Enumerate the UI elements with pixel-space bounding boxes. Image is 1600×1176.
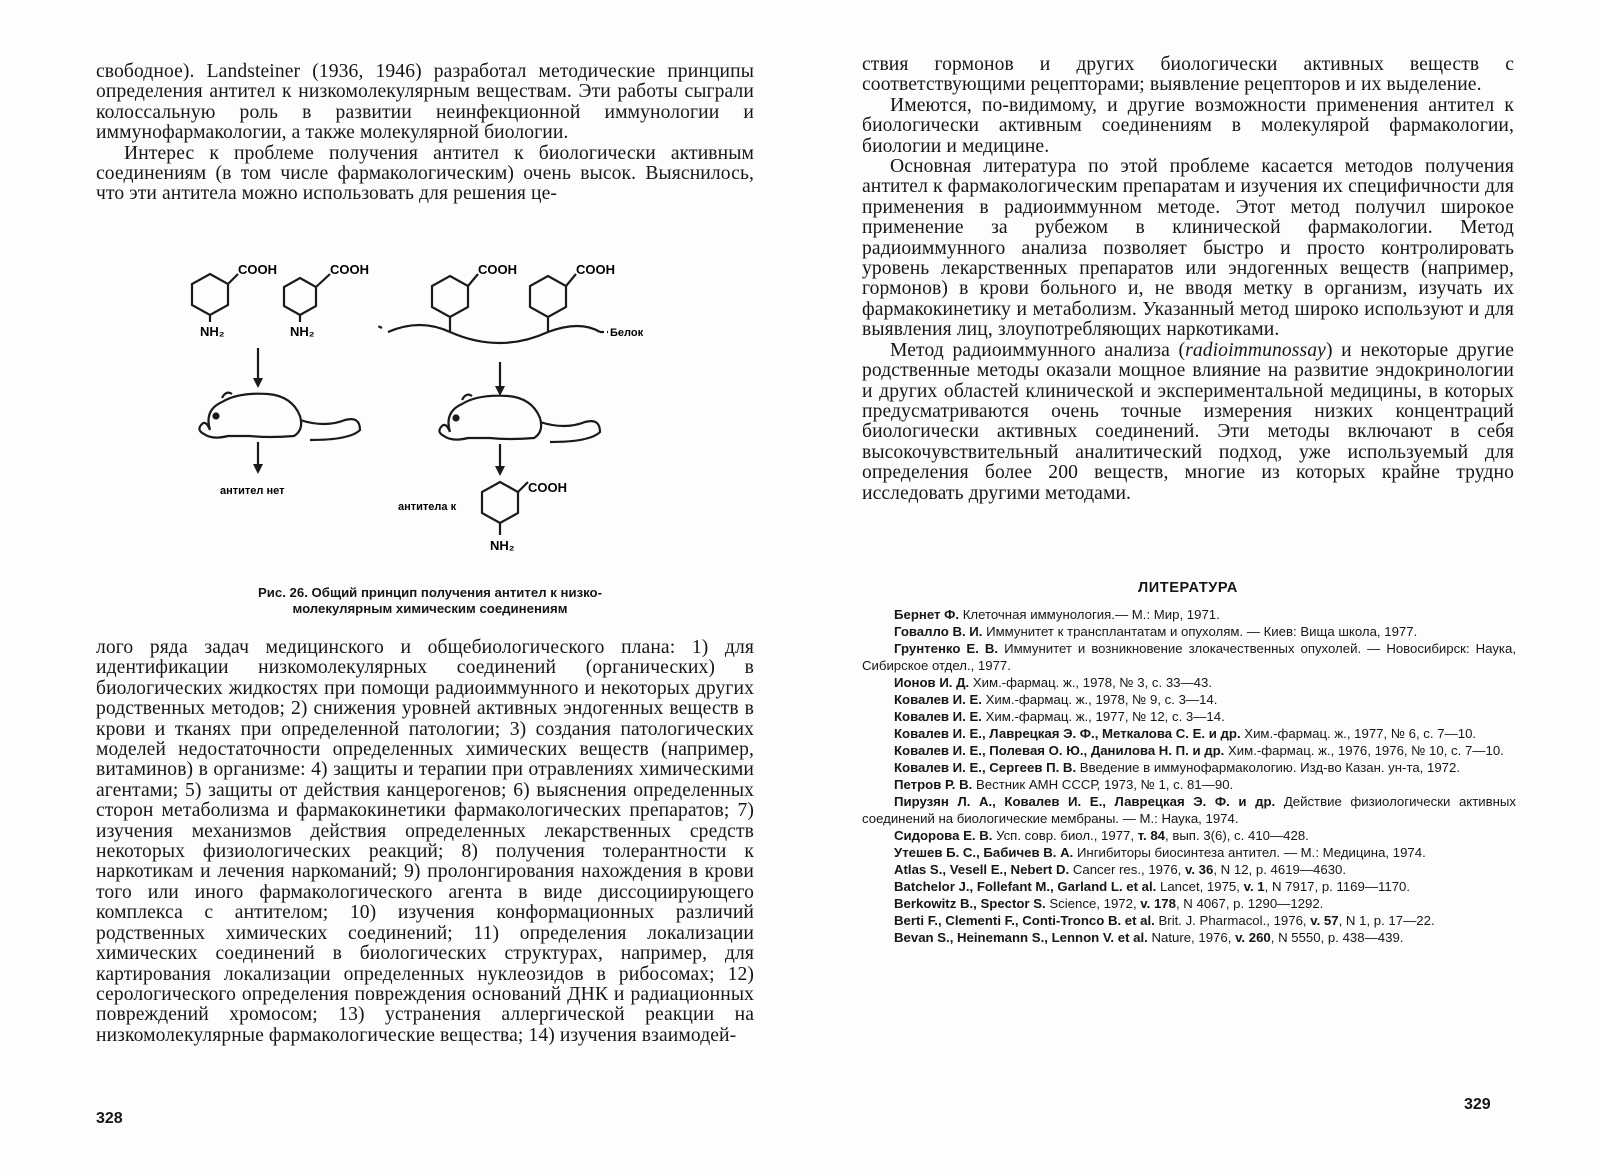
reference-text: , вып. 3(6), с. 410—428. (1165, 828, 1309, 843)
cooh-label: COOH (576, 262, 615, 277)
reference-authors: Утешев Б. С., Бабичев В. А. (894, 845, 1074, 860)
protein-chain (388, 325, 600, 343)
reference-text: Science, 1972, (1045, 896, 1141, 911)
text-span: ) и некоторые другие родственные методы оказали мощное влияние на развитие эндокринологии и других областей клинической и экспериментальной медицины, в которых предусматриваются очень точные измерения низких концентраций биологически активных соединений. Эти методы включают в себя высокочувствительный аналитический подход, уже используемый для определения более 200 веществ, многие из которых крайне трудно исследовать другими методами. (862, 339, 1515, 504)
reference-volume: v. 57 (1310, 913, 1339, 928)
reference-authors: Ковалев И. Е. (894, 692, 982, 707)
paragraph: свободное). Landsteiner (1936, 1946) разработал методические принципы определения антител к низкомолекулярным веществам. Эти работы сыграли колоссальную роль в развитии неинфекционной иммунологии и иммунофармакологии, а также молекулярной биологии. (96, 61, 754, 144)
reference-text: , N 12, p. 4619—4630. (1213, 862, 1347, 877)
figure-26 (150, 262, 710, 575)
reference-text: Клеточная иммунология.— М.: Мир, 1971. (959, 607, 1220, 622)
references-heading: ЛИТЕРАТУРА (1137, 580, 1239, 596)
reference-item (862, 929, 1516, 946)
reference-text: Иммунитет к трансплантатам и опухолям. — Киев: Вища школа, 1977. (982, 624, 1418, 639)
references-list (862, 606, 1516, 946)
reference-text: Lancet, 1975, (1156, 879, 1244, 894)
reference-text: Хим.-фармац. ж., 1977, № 12, с. 3—14. (981, 709, 1225, 724)
reference-text: , N 5550, p. 438—439. (1270, 930, 1404, 945)
reference-text: Хим.-фармац. ж., 1976, 1976, № 10, с. 7—10. (1224, 743, 1504, 758)
reference-volume: v. 36 (1185, 862, 1214, 877)
reference-authors: Говалло В. И. (894, 624, 983, 639)
reference-volume: v. 1 (1243, 879, 1265, 894)
text-span: Метод радиоиммунного анализа ( (890, 339, 1186, 361)
benzene-ring-5 (482, 482, 518, 523)
reference-item (862, 640, 1516, 674)
reference-item (862, 623, 1516, 640)
reference-authors: Ковалев И. Е., Сергеев П. В. (894, 760, 1077, 775)
paragraph: Основная литература по этой проблеме касается методов получения антител к фармакологическим препаратам и изучения их специфичности для применения в радиоиммунном методе. Этот метод получил широкое применение за рубежом в клинической фармакологии. Метод радиоиммунного анализа позволяет быстро и просто контролировать уровень лекарственных препаратов или эндогенных веществ (например, гормонов) в крови больного и, не вводя метку в организм, изучать их фармакокинетику и метаболизм. Указанный метод широко используют и для выявления лиц, злоупотребляющих наркотиками. (862, 156, 1514, 341)
cooh-label: COOH (478, 262, 517, 277)
reference-text: Хим.-фармац. ж., 1977, № 6, с. 7—10. (1240, 726, 1477, 741)
reference-text: , N 7917, p. 1169—1170. (1264, 879, 1411, 894)
reference-authors: Batchelor J., Follefant M., Garland L. et al. (894, 879, 1157, 894)
caption-line: молекулярным химическим соединениям (292, 601, 568, 616)
paragraph: лого ряда задач медицинского и общебиологического плана: 1) для идентификации низкомолекулярных соединений (органических) в биологических жидкостях при помощи радиоиммунного и некоторых других родственных методов; 2) снижения уровней активных эндогенных веществ в крови и тканях при определенной патологии; 3) создания патологических моделей недостаточности определенных химических веществ (например, витаминов) в организме: 4) защиты и терапии при отравлениях химическими агентами; 5) защиты от действия канцерогенов; 6) выяснения определенных сторон метаболизма и фармакокинетики фармакологических препаратов; 7) изучения механизмов действия определенных лекарственных средств некоторых физиологических реакций; 8) получения толерантности к наркотикам и лечения наркоманий; 9) пролонгирования нахождения в крови того или иного фармакологического агента в виде диссоциирующего комплекса с антителом; 10) изучения конформационных различий родственных химических соединений; 11) определения локализации химических соединений в биологических структурах, например, для картирования локализации определенных нуклеозидов в рибосомах; 12) серологического определения повреждения оснований ДНК и радиационных повреждений хромосом; 13) устранения аллергической реакции на низкомолекулярные фармакологические вещества; 14) изучения взаимодей- (96, 637, 754, 1046)
reference-item (862, 725, 1516, 742)
italic-term: radioimmunossay (1185, 339, 1326, 361)
reference-item (862, 912, 1516, 929)
benzene-ring-1 (192, 274, 228, 315)
mouse-1 (199, 394, 360, 440)
reference-item (862, 861, 1516, 878)
reference-item (862, 895, 1516, 912)
reference-item (862, 606, 1516, 623)
nh2-label: NH₂ (490, 538, 515, 553)
reference-text: Brit. J. Pharmacol., 1976, (1154, 913, 1311, 928)
figure-caption (150, 585, 710, 617)
left-top-text (96, 62, 754, 205)
mouse-2 (439, 396, 600, 442)
reference-authors: Ковалев И. Е. (894, 709, 982, 724)
protein-label: Белок (610, 327, 644, 339)
reference-authors: Berti F., Clementi F., Conti-Tronco B. et al. (894, 913, 1155, 928)
reference-text: , N 4067, p. 1290—1292. (1175, 896, 1324, 911)
reference-item (862, 759, 1516, 776)
reference-text: Хим.-фармац. ж., 1978, № 9, с. 3—14. (981, 692, 1218, 707)
reference-authors: Петров Р. В. (894, 777, 973, 792)
cooh-label: COOH (238, 262, 277, 277)
cooh-label: COOH (528, 480, 567, 495)
reference-text: Ингибиторы биосинтеза антител. — М.: Медицина, 1974. (1073, 845, 1426, 860)
reference-item (862, 742, 1516, 759)
reference-item (862, 708, 1516, 725)
reference-text: Иммунитет и возникновение злокачественных опухолей. — Новосибирск: Наука, Сибирское отдел., 1977. (862, 641, 1516, 673)
reference-authors: Пирузян Л. А., Ковалев И. Е., Лаврецкая Э. Ф. и др. (894, 794, 1276, 809)
right-body-text (862, 55, 1514, 504)
reference-text: Усп. совр. биол., 1977, (992, 828, 1138, 843)
reference-authors: Бернет Ф. (894, 607, 960, 622)
no-antibodies-label: антител нет (220, 485, 285, 497)
paragraph (862, 341, 1514, 504)
paragraph: Интерес к проблеме получения антител к биологически активным соединениям (в том числе фармакологическим) очень высок. Выяснилось, что эти антитела можно использовать для решения це- (96, 142, 754, 205)
page-number: 328 (96, 1110, 123, 1127)
figure-drawing (150, 262, 710, 575)
reference-item (862, 827, 1516, 844)
reference-text: Хим.-фармац. ж., 1978, № 3, с. 33—43. (969, 675, 1213, 690)
paragraph: ствия гормонов и других биологически активных веществ с соответствующими рецепторами; выявление рецепторов и их выделение. (862, 54, 1514, 96)
left-bottom-text (96, 638, 754, 1046)
reference-item (862, 674, 1516, 691)
reference-authors: Bevan S., Heinemann S., Lennon V. et al. (894, 930, 1148, 945)
reference-item (862, 691, 1516, 708)
reference-volume: v. 260 (1235, 930, 1271, 945)
reference-authors: Сидорова Е. В. (894, 828, 993, 843)
reference-text: Cancer res., 1976, (1069, 862, 1185, 877)
caption-line: Рис. 26. Общий принцип получения антител к низко- (257, 585, 603, 600)
reference-text: Действие физиологически активных соединений на биологические мембраны. — М.: Наука, 1974. (862, 794, 1516, 826)
reference-text: , N 1, p. 17—22. (1338, 913, 1435, 928)
right-page (800, 0, 1600, 1176)
antibodies-to-label: антитела к (398, 501, 457, 513)
reference-item (862, 844, 1516, 861)
reference-text: Вестник АМН СССР, 1973, № 1, с. 81—90. (972, 777, 1234, 792)
reference-item (862, 793, 1516, 827)
reference-volume: v. 178 (1140, 896, 1176, 911)
benzene-ring-2 (284, 278, 316, 315)
reference-item (862, 878, 1516, 895)
cooh-label: COOH (330, 262, 369, 277)
reference-authors: Ковалев И. Е., Полевая О. Ю., Данилова Н. П. и др. (894, 743, 1225, 758)
reference-authors: Ионов И. Д. (894, 675, 970, 690)
reference-item (862, 776, 1516, 793)
benzene-ring-4 (530, 276, 566, 317)
page-number: 329 (1464, 1096, 1491, 1113)
reference-authors: Грунтенко Е. В. (894, 641, 999, 656)
benzene-ring-3 (432, 276, 468, 317)
reference-authors: Ковалев И. Е., Лаврецкая Э. Ф., Меткалова С. Е. и др. (894, 726, 1241, 741)
nh2-label: NH₂ (200, 324, 225, 339)
paragraph: Имеются, по-видимому, и другие возможности применения антител к биологически активным соединениям в молекулярой фармакологии, биологии и медицине. (862, 94, 1514, 157)
nh2-label: NH₂ (290, 324, 315, 339)
reference-authors: Berkowitz B., Spector S. (894, 896, 1046, 911)
reference-text: Nature, 1976, (1147, 930, 1236, 945)
reference-text: Введение в иммунофармакологию. Изд-во Казан. ун-та, 1972. (1076, 760, 1461, 775)
reference-volume: т. 84 (1137, 828, 1165, 843)
reference-authors: Atlas S., Vesell E., Nebert D. (894, 862, 1070, 877)
